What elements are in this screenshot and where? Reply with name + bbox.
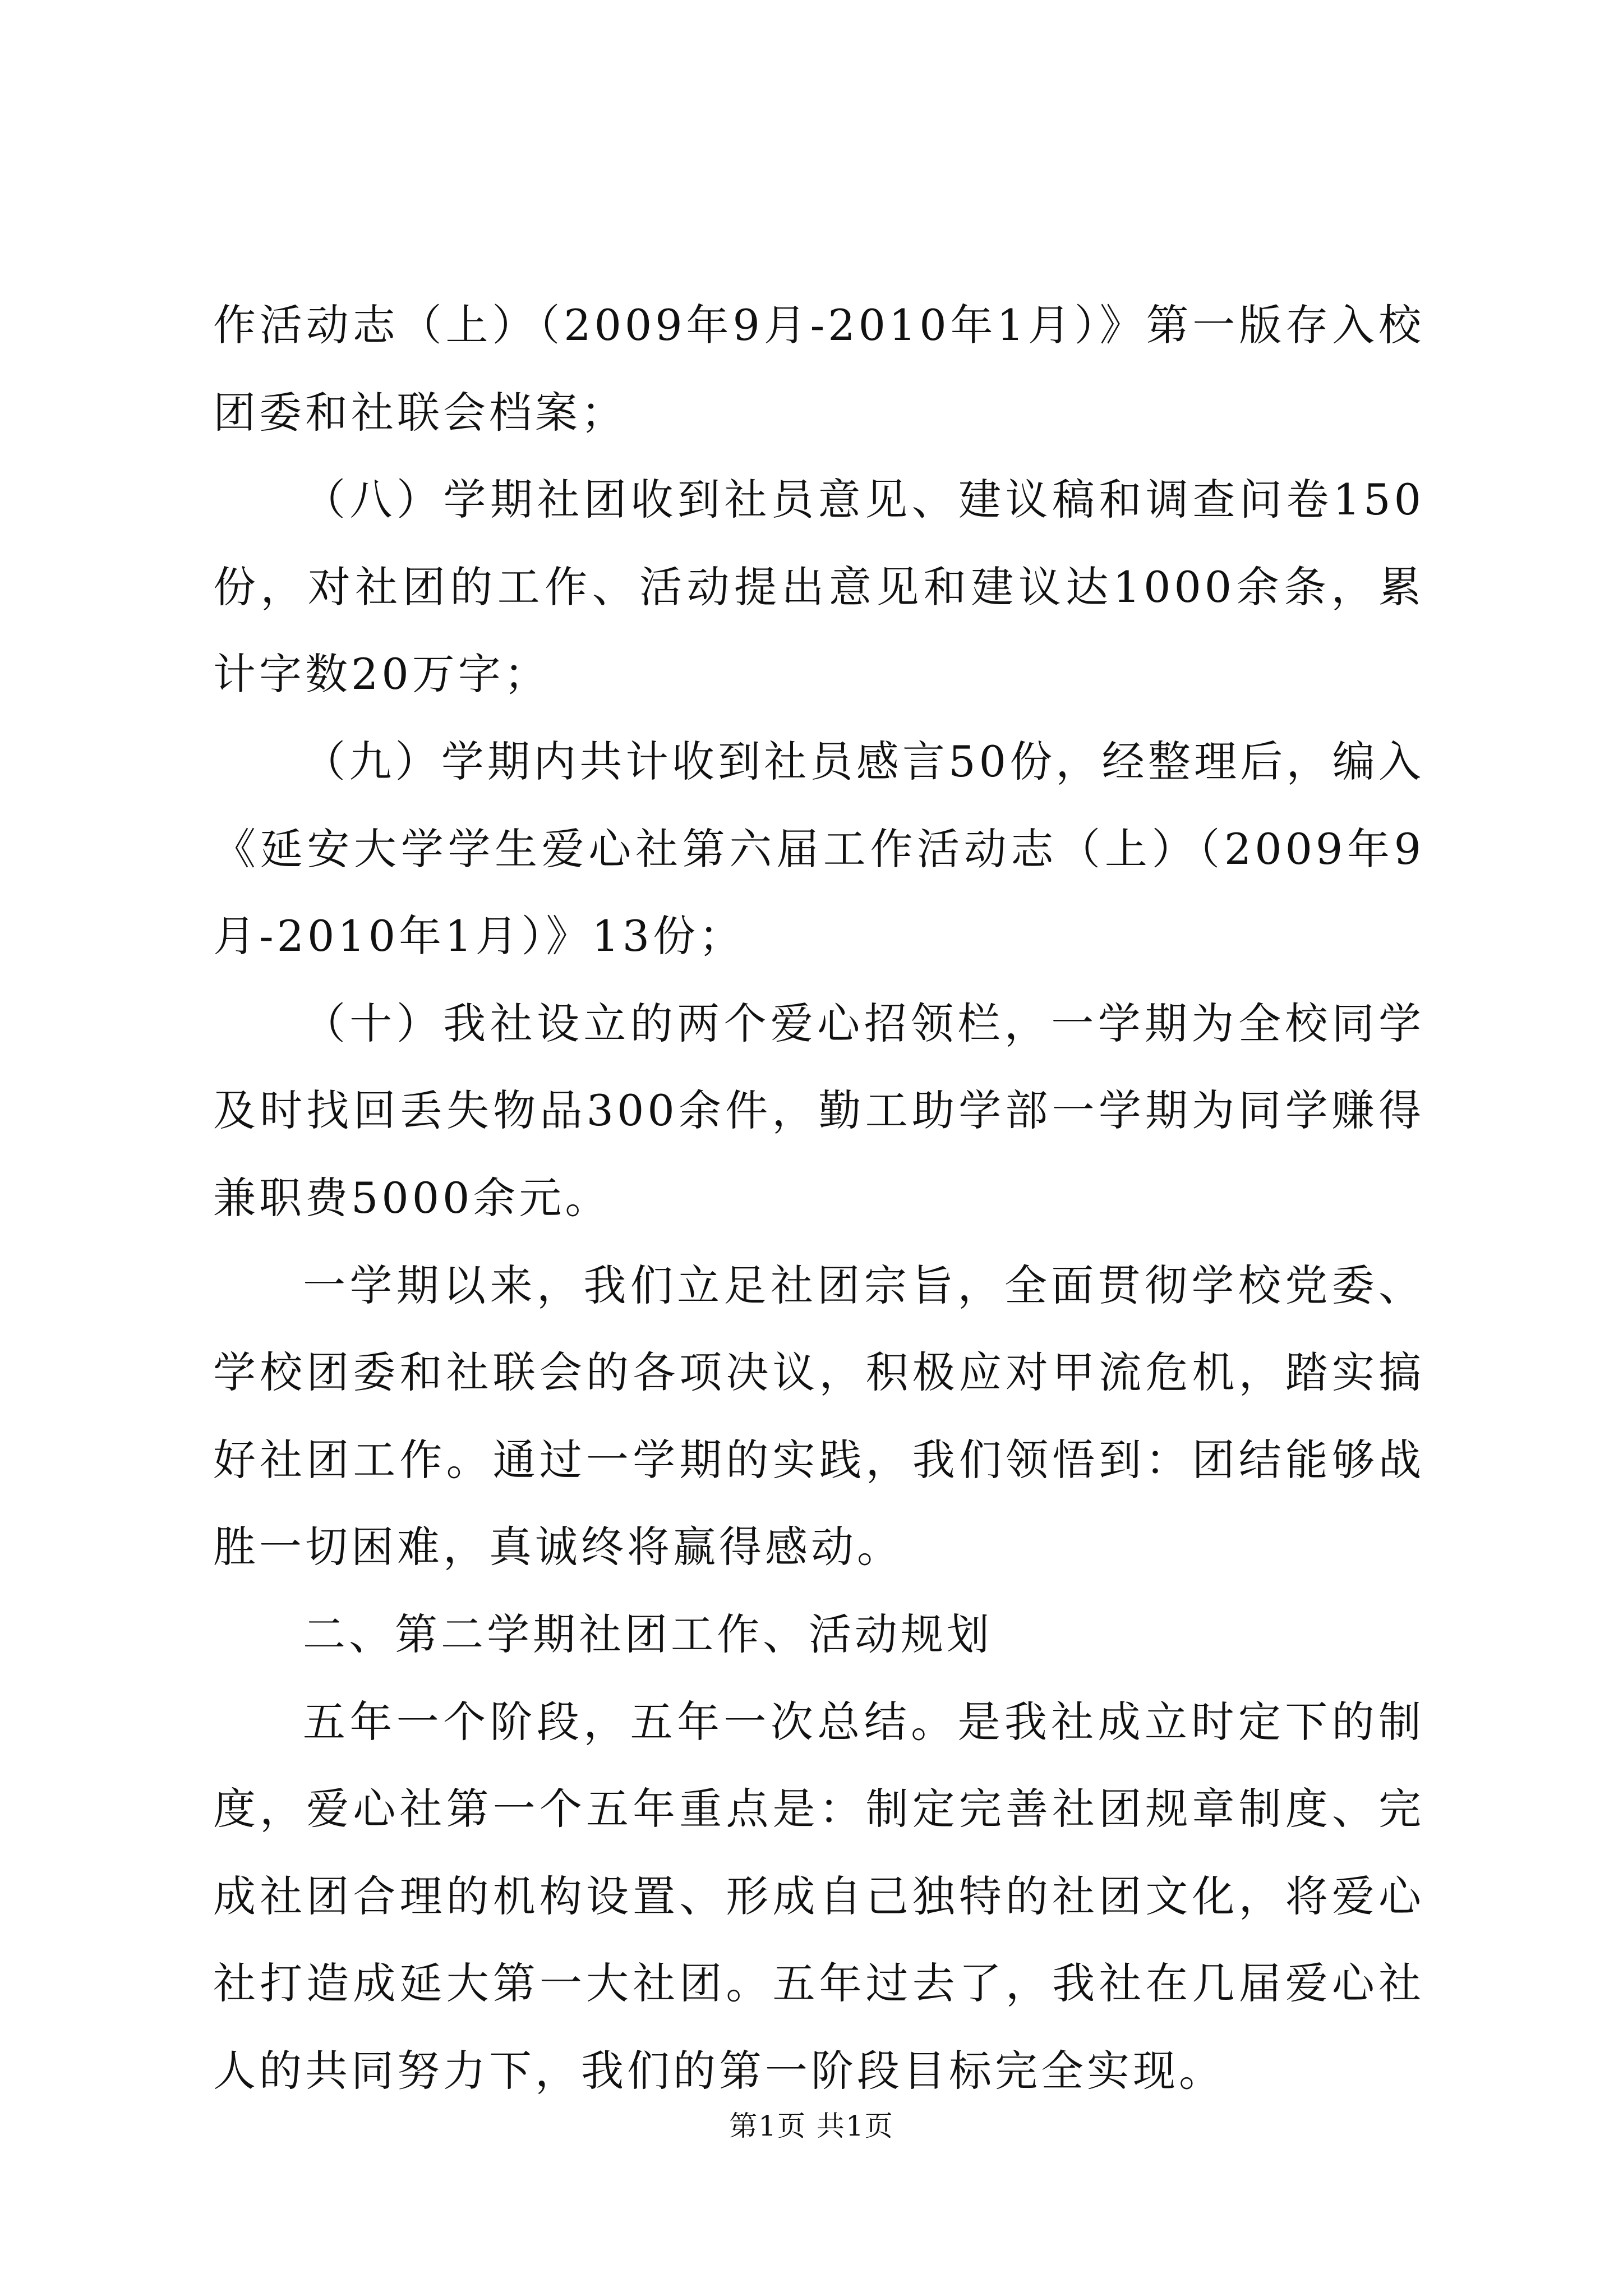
paragraph-item-9: （九）学期内共计收到社员感言50份，经整理后，编入《延安大学学生爱心社第六届工作活动志（上）（2009年9月-2010年1月）》13份； bbox=[213, 736, 1424, 961]
section-heading: 二、第二学期社团工作、活动规划 bbox=[303, 1609, 993, 1659]
document-body bbox=[213, 282, 1424, 2114]
paragraph-item-10: （十）我社设立的两个爱心招领栏，一学期为全校同学及时找回丢失物品300余件，勤工助学部一学期为同学赚得兼职费5000余元。 bbox=[213, 998, 1424, 1223]
paragraph-item-8: （八）学期社团收到社员意见、建议稿和调查问卷150份，对社团的工作、活动提出意见和建议达1000余条，累计字数20万字； bbox=[213, 475, 1424, 700]
paragraph-summary: 一学期以来，我们立足社团宗旨，全面贯彻学校党委、学校团委和社联会的各项决议，积极应对甲流危机，踏实搞好社团工作。通过一学期的实践，我们领悟到：团结能够战胜一切困难，真诚终将赢得感动。 bbox=[213, 1260, 1424, 1572]
page-footer: 第1页 共1页 bbox=[729, 2110, 894, 2142]
paragraph-continuation: 作活动志（上）（2009年9月-2010年1月）》第一版存入校团委和社联会档案； bbox=[213, 300, 1424, 438]
paragraph-plan: 五年一个阶段，五年一次总结。是我社成立时定下的制度，爱心社第一个五年重点是：制定完善社团规章制度、完成社团合理的机构设置、形成自己独特的社团文化，将爱心社打造成延大第一大社团。五年过去了，我社在几届爱心社人的共同努力下，我们的第一阶段目标完全实现。 bbox=[213, 1696, 1424, 2096]
